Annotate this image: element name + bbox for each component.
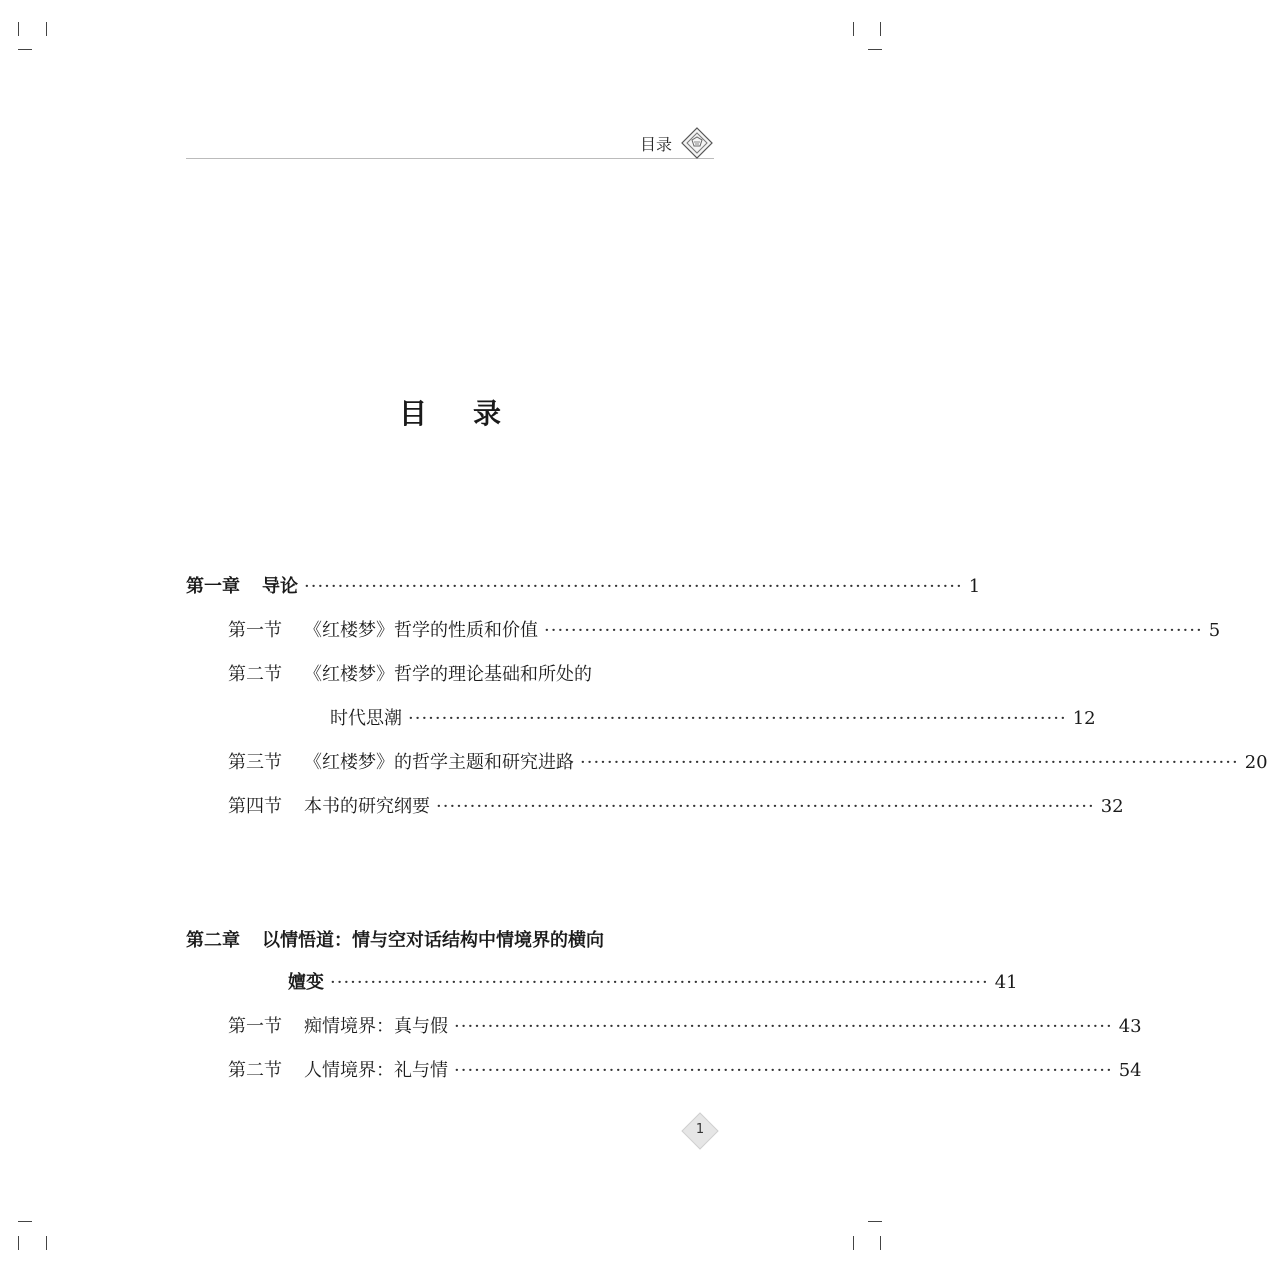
chapter-label: 第一章 (186, 576, 240, 597)
crop-mark-top-left (46, 22, 47, 36)
chapter-title-continued: 嬗变 (288, 972, 324, 993)
section-title: 痴情境界：真与假 (304, 1016, 448, 1037)
chapter-title: 导论 (262, 576, 298, 597)
crop-mark-top-right (868, 49, 882, 50)
section-title: 《红楼梦》哲学的理论基础和所处的 (304, 664, 592, 685)
dot-leader: ·································································································· (436, 796, 1095, 817)
section-label: 第二节 (228, 664, 282, 685)
toc-entry-chapter-2-continued[interactable] (288, 968, 1018, 996)
toc-entry-section[interactable] (228, 748, 1268, 776)
toc-entry-chapter-1[interactable] (186, 572, 981, 600)
section-title: 人情境界：礼与情 (304, 1060, 448, 1081)
page-number: 41 (994, 972, 1018, 993)
crop-mark-top-right (853, 22, 854, 36)
page-number-marker (681, 1112, 719, 1150)
crop-mark-bottom-right (868, 1221, 882, 1222)
crop-mark-bottom-left (18, 1221, 32, 1222)
dot-leader: ·································································································· (544, 620, 1203, 641)
crop-mark-top-left (18, 22, 19, 36)
page-number: 12 (1072, 708, 1096, 729)
crop-mark-bottom-left (46, 1236, 47, 1250)
section-label: 第一节 (228, 1016, 282, 1037)
toc-entry-section-continued[interactable] (330, 704, 1096, 732)
crop-mark-bottom-right (880, 1236, 881, 1250)
crop-mark-top-right (880, 22, 881, 36)
toc-entry-chapter-2[interactable] (186, 926, 714, 954)
dot-leader: ·································································································· (330, 972, 989, 993)
page-number: 32 (1100, 796, 1124, 817)
section-label: 第二节 (228, 1060, 282, 1081)
dot-leader: ·································································································· (454, 1060, 1113, 1081)
page-number: 5 (1208, 620, 1221, 641)
toc-entry-section[interactable] (228, 792, 1124, 820)
crop-mark-bottom-right (853, 1236, 854, 1250)
dot-leader: ·································································································· (580, 752, 1239, 773)
section-title-continued: 时代思潮 (330, 708, 402, 729)
page-number: 54 (1118, 1060, 1142, 1081)
dot-leader: ·································································································· (454, 1016, 1113, 1037)
dot-leader: ·································································································· (304, 576, 963, 597)
page-number: 20 (1244, 752, 1268, 773)
page-number-text: 1 (695, 1122, 705, 1137)
section-label: 第一节 (228, 620, 282, 641)
crop-mark-bottom-left (18, 1236, 19, 1250)
chapter-title: 以情悟道：情与空对话结构中情境界的横向 (262, 930, 604, 951)
toc-entry-section[interactable] (228, 660, 714, 688)
section-title: 《红楼梦》的哲学主题和研究进路 (304, 752, 574, 773)
toc-entry-section[interactable] (228, 616, 1221, 644)
section-title: 《红楼梦》哲学的性质和价值 (304, 620, 538, 641)
page-number: 43 (1118, 1016, 1142, 1037)
crop-mark-top-left (18, 49, 32, 50)
section-label: 第三节 (228, 752, 282, 773)
dot-leader: ·································································································· (408, 708, 1067, 729)
chapter-label: 第二章 (186, 930, 240, 951)
toc-entry-section[interactable] (228, 1056, 1142, 1084)
page-title: 目录 (398, 397, 547, 430)
running-head-text: 目录 (639, 135, 672, 154)
section-label: 第四节 (228, 796, 282, 817)
ornament-icon (680, 126, 714, 160)
running-head (186, 128, 714, 159)
toc-entry-section[interactable] (228, 1012, 1142, 1040)
section-title: 本书的研究纲要 (304, 796, 430, 817)
page-number: 1 (968, 576, 981, 597)
